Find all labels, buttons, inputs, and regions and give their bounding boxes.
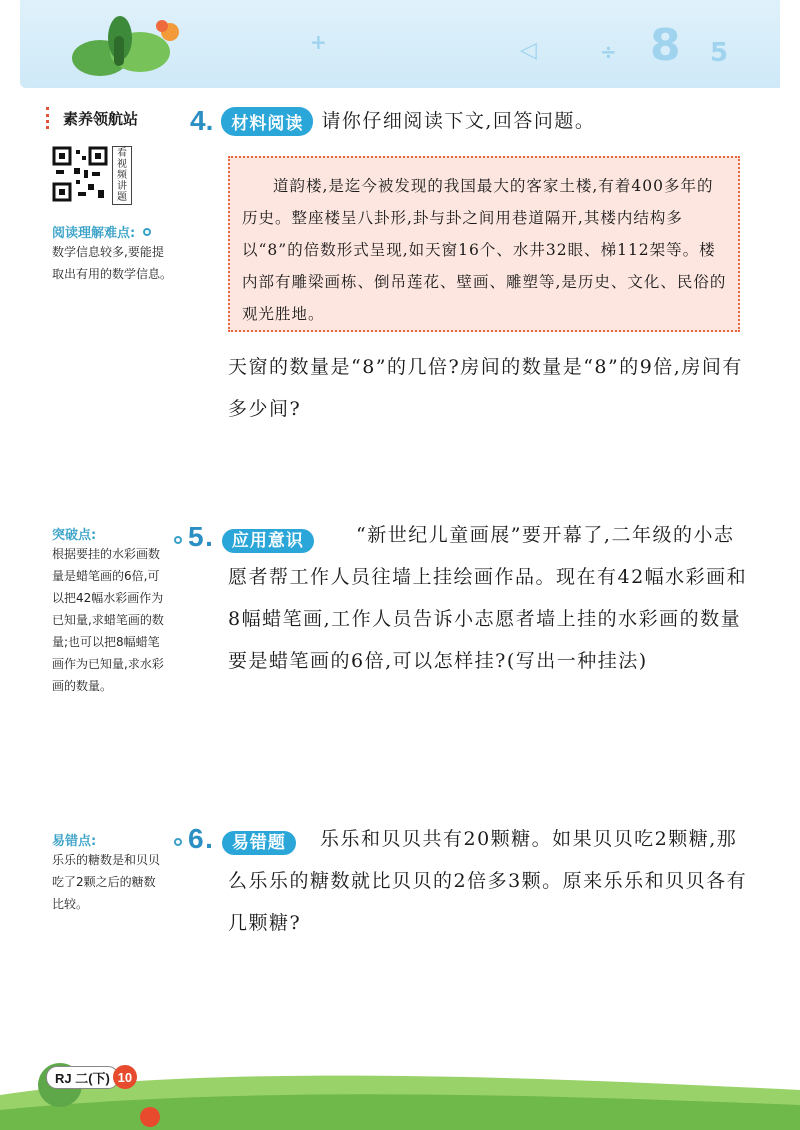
- question-tag: 材料阅读: [221, 107, 313, 136]
- sidebar-note: [52, 524, 172, 697]
- plant-decoration-icon: [70, 8, 180, 86]
- question-number: 6.: [188, 823, 215, 854]
- note-heading: 阅读理解难点:: [52, 226, 136, 241]
- plus-decoration-icon: +: [310, 30, 327, 54]
- question-4-ask: 天窗的数量是“8”的几倍?房间的数量是“8”的9倍,房间有多少间?: [228, 356, 743, 420]
- sidebar-note: [52, 830, 172, 915]
- note-body: 根据要挂的水彩画数量是蜡笔画的6倍,可以把42幅水彩画作为已知量,求蜡笔画的数量;也可以把8幅蜡笔画作为已知量,求水彩画的数量。: [52, 547, 164, 693]
- note-heading: 突破点:: [52, 528, 97, 543]
- section-title-text: 素养领航站: [63, 109, 139, 128]
- qr-code-icon[interactable]: [52, 146, 108, 202]
- page-number: 10: [113, 1065, 137, 1089]
- note-body: 乐乐的糖数是和贝贝吃了2颗之后的糖数比较。: [52, 853, 161, 911]
- note-heading: 易错点:: [52, 834, 97, 849]
- question-tag: 易错题: [222, 831, 296, 855]
- page-badge: [46, 1066, 137, 1088]
- reading-passage-box: [228, 156, 740, 332]
- question-5-text: “新世纪儿童画展”要开幕了,二年级的小志愿者帮工作人员往墙上挂绘画作品。现在有42幅水彩画和8幅蜡笔画,工作人员告诉小志愿者墙上挂的水彩画的数量要是蜡笔画的6倍,可以怎样挂?(写出一种挂法): [228, 524, 748, 672]
- question-tag: 应用意识: [222, 529, 314, 553]
- edition-label: RJ 二(下): [46, 1066, 119, 1089]
- bullet-icon: [174, 536, 182, 544]
- question-6-text: 乐乐和贝贝共有20颗糖。如果贝贝吃2颗糖,那么乐乐的糖数就比贝贝的2倍多3颗。原来乐乐和贝贝各有几颗糖?: [228, 828, 748, 934]
- reading-passage: 道韵楼,是迄今被发现的我国最大的客家土楼,有着400多年的历史。整座楼呈八卦形,卦与卦之间用巷道隔开,其楼内结构多以“8”的倍数形式呈现,如天窗16个、水井32眼、梯112架等。楼内部有雕梁画栋、倒吊莲花、壁画、雕塑等,是历史、文化、民俗的观光胜地。: [242, 177, 727, 323]
- title-mark-icon: [46, 107, 59, 129]
- number-decoration-icon: 8: [650, 20, 681, 71]
- question-number: 4.: [190, 105, 214, 136]
- sidebar-note: [52, 222, 192, 285]
- note-body: 数学信息较多,要能提取出有用的数学信息。: [52, 245, 173, 281]
- triangle-decoration-icon: ◁: [520, 38, 537, 63]
- bullet-icon: [143, 228, 151, 236]
- question-number: 5.: [188, 521, 215, 552]
- qr-label: 看视频讲题: [112, 146, 132, 205]
- bullet-icon: [174, 838, 182, 846]
- number-decoration-icon: 5: [710, 38, 729, 68]
- question-4-header: [190, 100, 595, 142]
- divide-decoration-icon: ÷: [600, 40, 617, 64]
- section-title: [46, 104, 176, 132]
- question-intro: 请你仔细阅读下文,回答问题。: [321, 110, 596, 132]
